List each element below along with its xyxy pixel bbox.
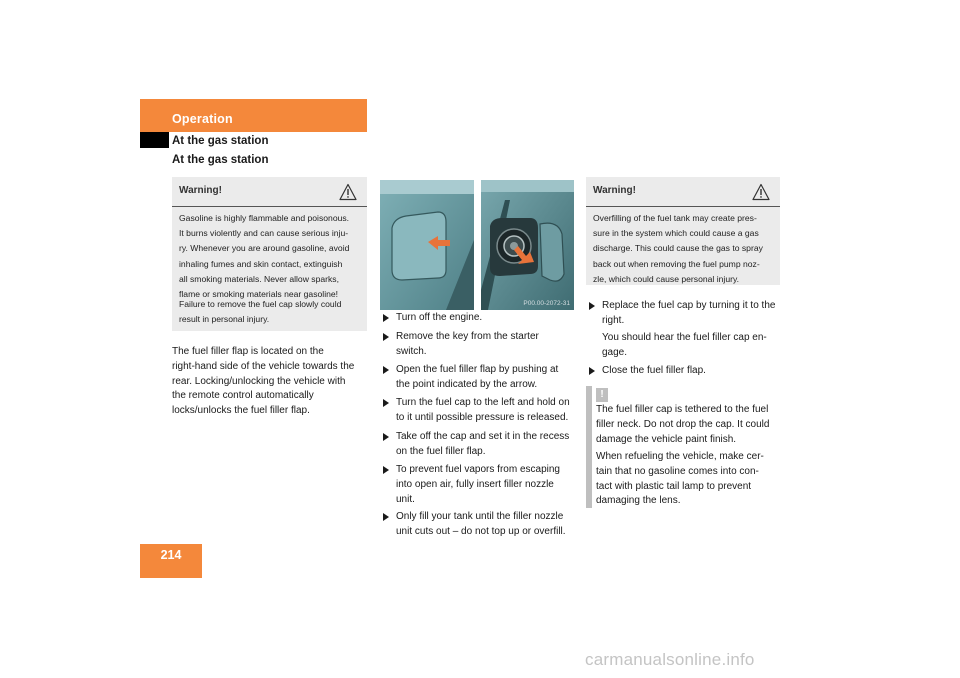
page-number: 214: [160, 548, 182, 562]
fuel-filler-illustration: [380, 180, 574, 310]
warning-line: back out when removing the fuel pump noz-: [593, 258, 760, 269]
exclamation-icon: !: [596, 388, 608, 402]
step-take-off-cap: [380, 430, 572, 460]
section-title: Operation: [172, 112, 233, 126]
step-line: Take off the cap and set it in the recess: [396, 431, 570, 442]
warning-text: [179, 211, 359, 302]
step-line: gage.: [602, 346, 628, 358]
step-line: To prevent fuel vapors from escaping: [396, 464, 560, 475]
bullet-arrow-icon: [383, 333, 389, 341]
step-remove-key: [380, 330, 572, 360]
step-line: switch.: [396, 345, 427, 357]
bullet-arrow-icon: [589, 302, 595, 310]
bullet-arrow-icon: [383, 399, 389, 407]
step-turn-off-engine: [380, 311, 572, 326]
bullet-arrow-icon: [383, 433, 389, 441]
step-line: to it until possible pressure is released.: [396, 411, 569, 423]
warning-title: Warning!: [179, 185, 222, 196]
warning-line: zle, which could cause personal injury.: [593, 273, 740, 284]
step-fill-tank: [380, 510, 572, 540]
bullet-arrow-icon: [383, 513, 389, 521]
step-line: unit cuts out – do not top up or overfill.: [396, 525, 566, 537]
step-line: Only fill your tank until the filler nozzle: [396, 511, 564, 522]
warning-line: discharge. This could cause the gas to spray: [593, 243, 763, 254]
text-line: locks/unlocks the fuel filler flap.: [172, 405, 310, 417]
watermark: carmanualsonline.info: [585, 650, 755, 669]
step-close-flap: [586, 364, 778, 379]
note-side-bar: [586, 386, 592, 508]
text-line: rear. Locking/unlocking the vehicle with: [172, 375, 346, 387]
image-id-label: P00.00-2072-31: [523, 300, 570, 307]
text-line: the remote control automatically: [172, 390, 314, 402]
bullet-arrow-icon: [383, 366, 389, 374]
warning-line: inhaling fumes and skin contact, extinguish: [179, 258, 343, 269]
warning-title: Warning!: [593, 185, 636, 196]
warning-box-overfilling: [586, 177, 780, 285]
warning-text: [593, 211, 772, 287]
note-box: [586, 386, 781, 508]
note-paragraph-2: [596, 450, 780, 509]
step-line: Remove the key from the starter: [396, 331, 539, 342]
warning-triangle-icon: [752, 183, 770, 201]
note-paragraph-1: [596, 403, 780, 447]
step-line: on the fuel filler flap.: [396, 445, 486, 457]
note-line: tain that no gasoline comes into con-: [596, 465, 759, 477]
note-line: damaging the lens.: [596, 495, 681, 507]
intro-paragraph: [172, 345, 368, 419]
warning-line: Overfilling of the fuel tank may create pres-: [593, 213, 757, 223]
step-turn-cap: [380, 396, 572, 426]
note-line: The fuel filler cap is tethered to the fuel: [596, 404, 769, 415]
step-line: You should hear the fuel filler cap en-: [602, 332, 767, 343]
text-line: The fuel filler flap is located on the: [172, 346, 324, 357]
section-heading: At the gas station: [172, 154, 269, 166]
bullet-arrow-icon: [383, 314, 389, 322]
fuel-flap-image: [380, 180, 574, 310]
step-line: Turn the fuel cap to the left and hold on: [396, 397, 570, 408]
step-line: unit.: [396, 493, 415, 505]
step-line: Replace the fuel cap by turning it to the: [602, 300, 776, 311]
step-result-note: [602, 331, 782, 361]
warning-divider: [172, 206, 367, 207]
subsection-title: At the gas station: [172, 135, 269, 147]
note-line: damage the vehicle paint finish.: [596, 433, 737, 445]
warning-box-gasoline: [172, 177, 367, 331]
bullet-arrow-icon: [589, 367, 595, 375]
text-line: right-hand side of the vehicle towards the: [172, 360, 355, 372]
warning-line: result in personal injury.: [179, 314, 270, 325]
step-line: right.: [602, 314, 625, 326]
step-line: into open air, fully insert filler nozzle: [396, 478, 554, 490]
note-line: When refueling the vehicle, make cer-: [596, 451, 764, 462]
step-line: Open the fuel filler flap by pushing at: [396, 364, 559, 375]
step-line: the point indicated by the arrow.: [396, 378, 538, 390]
section-marker: [140, 132, 169, 148]
warning-line: Gasoline is highly flammable and poisonous.: [179, 213, 350, 223]
step-line: Close the fuel filler flap.: [602, 365, 706, 376]
warning-line: flame or smoking materials near gasoline!: [179, 289, 339, 300]
warning-triangle-icon: [339, 183, 357, 201]
warning-line: all smoking materials. Never allow sparks,: [179, 273, 339, 284]
warning-text-2: [179, 297, 359, 327]
step-replace-cap: [586, 299, 778, 329]
step-insert-nozzle: [380, 463, 572, 507]
bullet-arrow-icon: [383, 466, 389, 474]
step-line: Turn off the engine.: [396, 312, 483, 323]
note-line: tact with plastic tail lamp to prevent: [596, 480, 752, 492]
warning-line: Failure to remove the fuel cap slowly could: [179, 299, 342, 309]
note-line: filler neck. Do not drop the cap. It could: [596, 418, 770, 430]
warning-line: sure in the system which could cause a gas: [593, 228, 759, 239]
step-open-flap: [380, 363, 572, 393]
warning-divider: [586, 206, 780, 207]
warning-line: It burns violently and can cause serious inju-: [179, 228, 349, 239]
warning-line: ry. Whenever you are around gasoline, avoid: [179, 243, 350, 254]
